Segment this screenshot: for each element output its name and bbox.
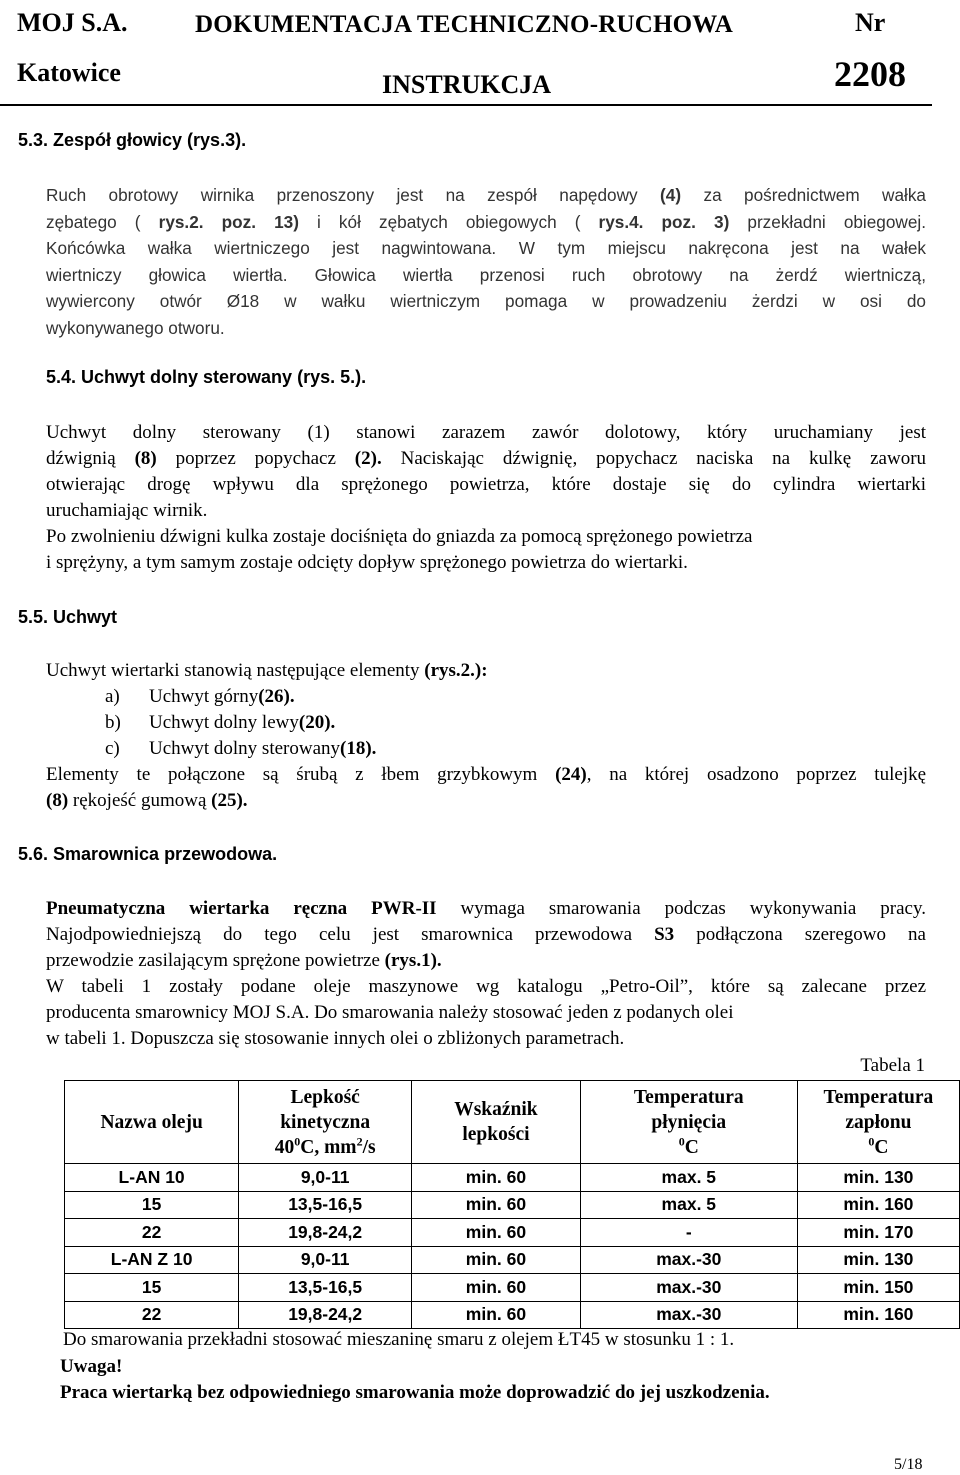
table-cell: min. 170: [797, 1219, 959, 1247]
warning-text: Praca wiertarką bez odpowiedniego smarowania może doprowadzić do jej uszkodzenia.: [60, 1382, 770, 1403]
document-subtitle: INSTRUKCJA: [382, 70, 552, 99]
table-row: [65, 1274, 960, 1302]
table-row: [65, 1301, 960, 1329]
gear-lubrication-note: Do smarowania przekładni stosować mieszaninę smaru z olejem ŁT45 w stosunku 1 : 1.: [63, 1329, 735, 1350]
column-header-oil-name: Nazwa oleju: [65, 1081, 239, 1164]
table-cell: L-AN 10: [65, 1164, 239, 1192]
table-cell: 19,8-24,2: [239, 1219, 412, 1247]
text-line: otwierając drogę wpływu dla sprężonego powietrza, które dostaje się do cylindra wiertarki: [46, 474, 926, 495]
table-row: [65, 1191, 960, 1219]
column-header-viscosity-index: Wskaźnik lepkości: [412, 1081, 581, 1164]
company-city: Katowice: [17, 58, 121, 87]
table-cell: 19,8-24,2: [239, 1301, 412, 1329]
table-cell: max. 5: [580, 1191, 797, 1219]
table-cell: 15: [65, 1274, 239, 1302]
company-name: MOJ S.A.: [17, 8, 128, 37]
table-cell: 22: [65, 1219, 239, 1247]
column-header-viscosity: Lepkość kinetyczna $40^0C$, $mm^2/s$: [239, 1081, 412, 1164]
text-line: W tabeli 1 zostały podane oleje maszynowe wg katalogu „Petro-Oil”, które są zalecane przez: [46, 976, 926, 997]
text-line: Uchwyt dolny sterowany (1) stanowi zarazem zawór dolotowy, który uruchamiany jest: [46, 422, 926, 443]
section-5-4-body: [46, 420, 926, 576]
table-cell: min. 130: [797, 1246, 959, 1274]
column-header-flash-point: Temperatura zapłonu $^0$C: [797, 1081, 959, 1164]
list-item: b) Uchwyt dolny lewy (20).: [105, 712, 336, 733]
table-row: [65, 1219, 960, 1247]
table-cell: 15: [65, 1191, 239, 1219]
section-5-4-heading: 5.4. Uchwyt dolny sterowany (rys. 5.).: [46, 367, 367, 387]
text-line: Ruch obrotowy wirnika przenoszony jest na zespół napędowy (4) za pośrednictwem wałka: [46, 185, 926, 205]
section-5-3-heading: 5.3. Zespół głowicy (rys.3).: [18, 130, 247, 150]
page-number: 5/18: [894, 1456, 923, 1473]
table-cell: min. 60: [412, 1246, 581, 1274]
table-cell: 13,5-16,5: [239, 1191, 412, 1219]
text-line: Końcówka wałka wiertniczego jest nagwintowana. W tym miejscu nakręcona jest na wałek: [46, 238, 926, 258]
text-line: Najodpowiedniejszą do tego celu jest smarownica przewodowa S3 podłączona szeregowo na: [46, 924, 926, 945]
document-number-label: Nr: [855, 8, 886, 37]
text-line: przewodzie zasilającym sprężone powietrze (rys.1).: [46, 950, 442, 971]
column-header-pour-point: Temperatura płynięcia $^0$C: [580, 1081, 797, 1164]
list-item: a) Uchwyt górny (26).: [105, 686, 295, 707]
table-cell: min. 130: [797, 1164, 959, 1192]
text-line: Pneumatyczna wiertarka ręczna PWR-II wymaga smarowania podczas wykonywania pracy.: [46, 898, 926, 919]
table-cell: 9,0-11: [239, 1164, 412, 1192]
text-line: producenta smarownicy MOJ S.A. Do smarowania należy stosować jeden z podanych olei: [46, 1002, 734, 1023]
handle-elements-list: [105, 684, 376, 762]
section-5-5-outro: [46, 762, 926, 814]
table-cell: min. 160: [797, 1301, 959, 1329]
text-line: wykonywanego otworu.: [46, 317, 225, 338]
text-line: uruchamiając wirnik.: [46, 500, 208, 521]
text-line: wiertniczy głowica wiertła. Głowica wiertła przenosi ruch obrotowy na żerdź wiertniczą,: [46, 264, 926, 285]
table-cell: 22: [65, 1301, 239, 1329]
section-5-6-heading: 5.6. Smarownica przewodowa.: [18, 844, 278, 864]
table-row: [65, 1246, 960, 1274]
section-5-5-heading: 5.5. Uchwyt: [18, 607, 118, 627]
table-cell: min. 60: [412, 1274, 581, 1302]
table-row: [65, 1164, 960, 1192]
table-caption: Tabela 1: [860, 1055, 925, 1076]
text-line: (8) rękojeść gumową (25).: [46, 790, 248, 811]
table-cell: min. 60: [412, 1301, 581, 1329]
table-cell: -: [580, 1219, 797, 1247]
section-5-3-body: [46, 182, 926, 341]
warning-label: Uwaga!: [60, 1356, 123, 1377]
table-cell: 13,5-16,5: [239, 1274, 412, 1302]
table-cell: min. 150: [797, 1274, 959, 1302]
text-line: Po zwolnieniu dźwigni kulka zostaje dociśnięta do gniazda za pomocą sprężonego powietrza: [46, 526, 753, 547]
table-cell: min. 60: [412, 1191, 581, 1219]
text-line: w tabeli 1. Dopuszcza się stosowanie innych olei o zbliżonych parametrach.: [46, 1028, 625, 1049]
table-cell: L-AN Z 10: [65, 1246, 239, 1274]
table-cell: max.-30: [580, 1246, 797, 1274]
oil-table: [64, 1080, 960, 1329]
text-line: i sprężyny, a tym samym zostaje odcięty dopływ sprężonego powietrza do wiertarki.: [46, 552, 688, 573]
list-item: c) Uchwyt dolny sterowany (18).: [105, 738, 377, 759]
section-5-6-body: [46, 896, 926, 1052]
table-cell: 9,0-11: [239, 1246, 412, 1274]
table-cell: max.-30: [580, 1274, 797, 1302]
text-line: Elementy te połączone są śrubą z łbem grzybkowym (24), na której osadzono poprzez tulejkę: [46, 764, 926, 785]
text-line: zębatego ( rys.2. poz. 13) i kół zębatych obiegowych ( rys.4. poz. 3) przekładni obiegowej.: [46, 211, 926, 232]
header-divider: [0, 104, 932, 106]
table-header-row: [65, 1081, 960, 1164]
text-line: wywiercony otwór Ø18 w wałku wiertniczym pomaga w prowadzeniu żerdzi w osi do: [46, 291, 926, 311]
table-cell: max. 5: [580, 1164, 797, 1192]
table-cell: min. 160: [797, 1191, 959, 1219]
section-5-5-intro: Uchwyt wiertarki stanowią następujące elementy (rys.2.):: [46, 660, 488, 681]
document-title: DOKUMENTACJA TECHNICZNO-RUCHOWA: [195, 11, 733, 38]
text-line: dźwignią (8) poprzez popychacz (2). Naciskając dźwignię, popychacz naciska na kulkę zaworu: [46, 448, 927, 469]
table-cell: min. 60: [412, 1219, 581, 1247]
table-cell: min. 60: [412, 1164, 581, 1192]
table-cell: max.-30: [580, 1301, 797, 1329]
document-number: 2208: [834, 54, 906, 94]
